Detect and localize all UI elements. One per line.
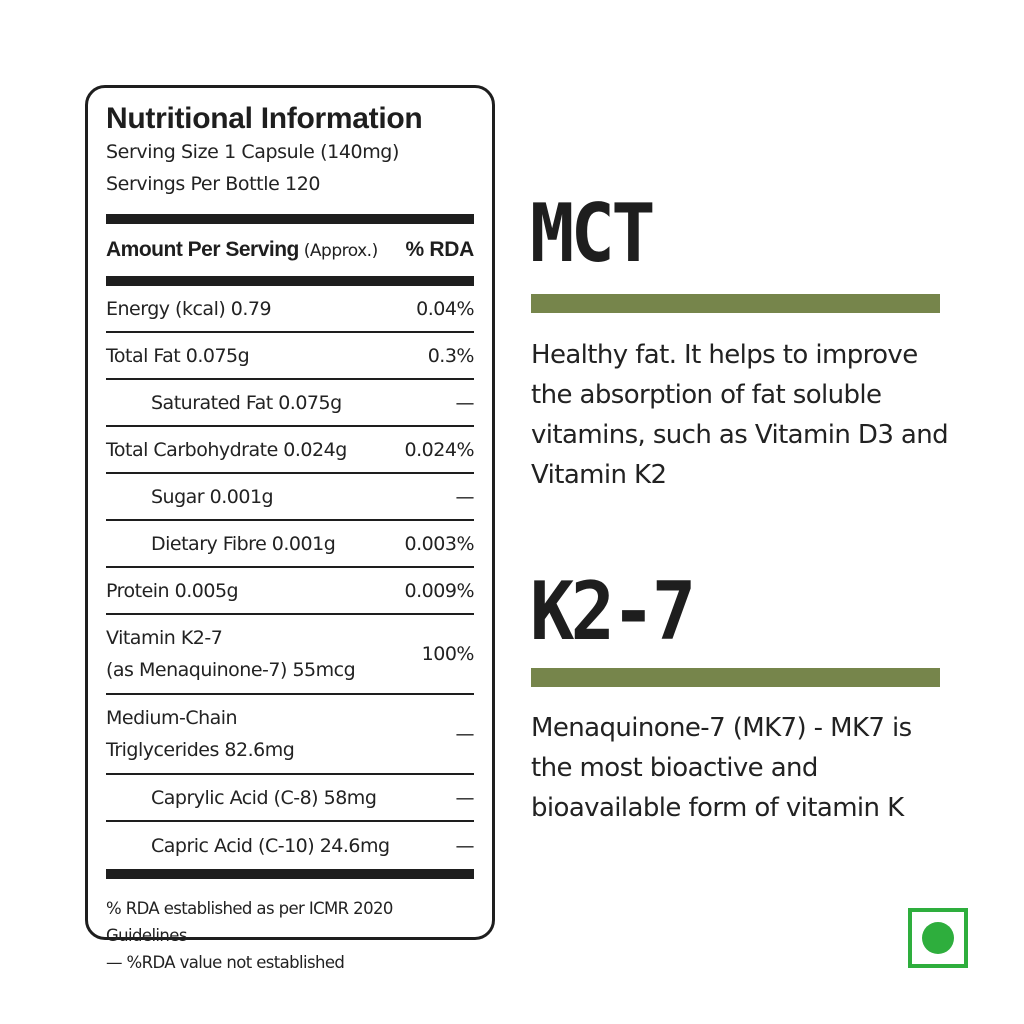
panel-title: Nutritional Information: [106, 102, 423, 135]
table-row: [106, 521, 474, 568]
vegetarian-mark-icon: [908, 908, 968, 968]
row-value: —: [455, 485, 474, 508]
section-heading-k2-7: K2-7: [530, 565, 693, 658]
divider-thick: [106, 869, 474, 879]
header-amount: [106, 238, 378, 262]
vegetarian-dot: [922, 922, 954, 954]
accent-bar: [531, 668, 940, 687]
row-label-line: Vitamin K2-7: [106, 627, 223, 649]
footnote-dash-legend: — %RDA value not established: [106, 953, 345, 972]
row-value: 0.024%: [404, 438, 474, 461]
row-value: 0.04%: [416, 297, 474, 320]
row-label: Capric Acid (C-10) 24.6mg: [151, 834, 390, 857]
table-header: [106, 224, 474, 276]
table-row: [106, 615, 474, 695]
footnote: [106, 895, 474, 976]
row-label: [106, 702, 294, 766]
row-label-line: (as Menaquinone-7) 55mcg: [106, 659, 356, 681]
table-row: [106, 380, 474, 427]
divider-thick: [106, 276, 474, 286]
divider-thick: [106, 214, 474, 224]
section-description-k2-7: Menaquinone-7 (MK7) - MK7 is the most bioactive and bioavailable form of vitamin K: [531, 713, 912, 823]
row-label: Total Carbohydrate 0.024g: [106, 438, 347, 461]
row-value: 0.3%: [427, 344, 474, 367]
row-label: Total Fat 0.075g: [106, 344, 250, 367]
row-value: 0.009%: [404, 579, 474, 602]
section-heading-mct: MCT: [530, 187, 652, 280]
serving-size: Serving Size 1 Capsule (140mg): [106, 141, 399, 163]
row-label: Saturated Fat 0.075g: [151, 391, 342, 414]
header-amount-approx: (Approx.): [298, 241, 378, 261]
table-row: [106, 822, 474, 869]
table-row: [106, 333, 474, 380]
row-label: Dietary Fibre 0.001g: [151, 532, 336, 555]
header-rda: % RDA: [405, 238, 474, 261]
row-label: Protein 0.005g: [106, 579, 239, 602]
table-row: [106, 286, 474, 333]
row-label-line: Triglycerides 82.6mg: [106, 739, 295, 761]
row-label: Sugar 0.001g: [151, 485, 274, 508]
nutrition-panel: [85, 85, 495, 972]
table-row: [106, 695, 474, 775]
accent-bar: [531, 294, 940, 313]
table-row: [106, 775, 474, 822]
servings-per-bottle: Servings Per Bottle 120: [106, 173, 321, 195]
header-amount-bold: Amount Per Serving: [106, 238, 299, 261]
section-description-mct: Healthy fat. It helps to improve the absorption of fat soluble vitamins, such as Vitamin D3 and Vitamin K2: [531, 340, 949, 490]
row-value: —: [455, 723, 474, 745]
row-value: —: [455, 786, 474, 809]
row-value: 0.003%: [404, 532, 474, 555]
row-label: Caprylic Acid (C-8) 58mg: [151, 786, 377, 809]
table-row: [106, 474, 474, 521]
table-row: [106, 568, 474, 615]
table-row: [106, 427, 474, 474]
row-label: [106, 622, 355, 686]
row-label-line: Medium-Chain: [106, 707, 238, 729]
footnote-rda-source: % RDA established as per ICMR 2020 Guidelines: [106, 899, 393, 945]
row-label: Energy (kcal) 0.79: [106, 297, 272, 320]
row-value: 100%: [421, 643, 474, 665]
row-value: —: [455, 391, 474, 414]
row-value: —: [455, 834, 474, 857]
